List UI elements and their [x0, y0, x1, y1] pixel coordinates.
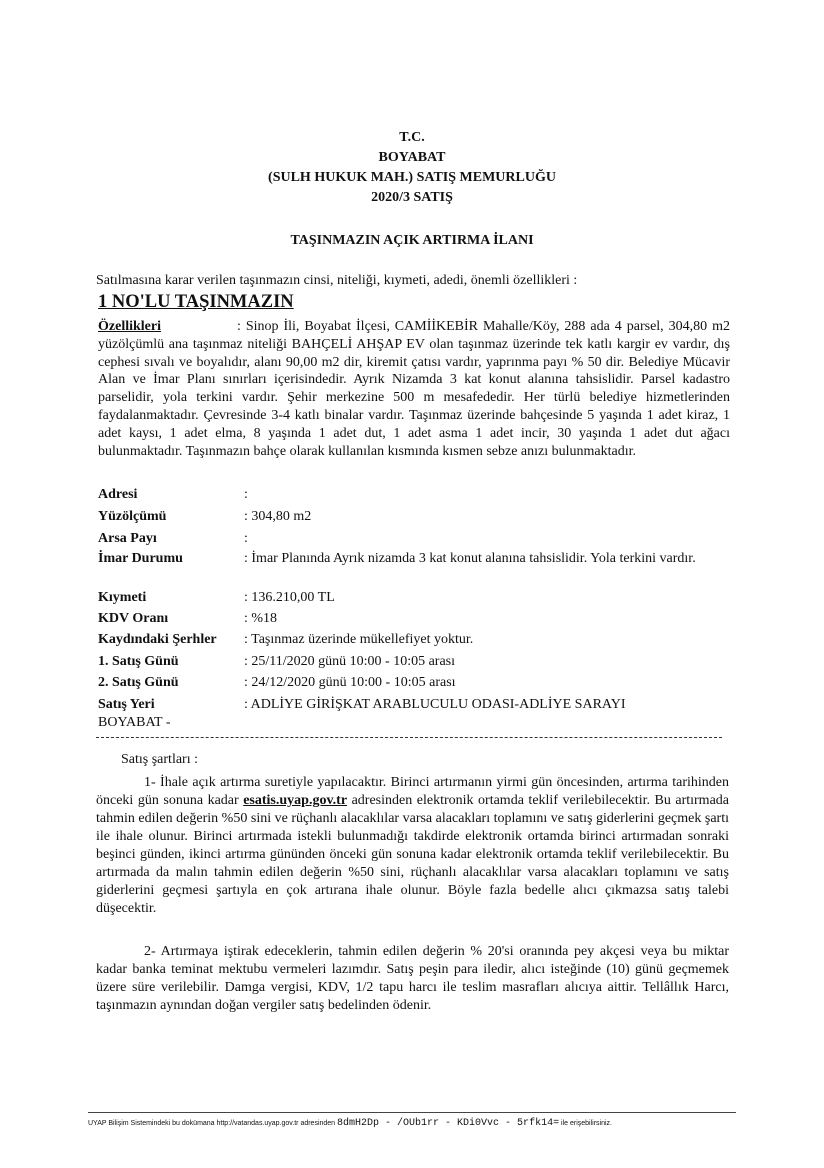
- detail-value: : İmar Planında Ayrık nizamda 3 kat konut alanına tahsislidir. Yola terkini vardır.: [244, 551, 696, 566]
- detail-label: Kıymeti: [98, 590, 147, 605]
- detail-value: : 304,80 m2: [244, 509, 312, 524]
- footer-rule: [88, 1112, 736, 1113]
- condition-2: [96, 943, 729, 1015]
- detail-value: : %18: [244, 611, 278, 626]
- header-office-name: (SULH HUKUK MAH.) SATIŞ MEMURLUĞU: [268, 170, 556, 185]
- sale-place-continuation: [98, 715, 738, 731]
- header-file-number: 2020/3 SATIŞ: [371, 190, 453, 205]
- esatis-link[interactable]: esatis.uyap.gov.tr: [243, 793, 348, 808]
- condition-1-text-a: 1- İhale açık artırma suretiyle yapılacaktır. Birinci artırmanın yirmi gün öncesinden, artırma tarihinden önceki gün sonuna kadar: [96, 775, 729, 808]
- condition-1-text-b: adresinden elektronik ortamda teklif verilebilecektir. Bu artırmada tahmin edilen değerin %50 sini ve rüçhanlı alacaklılar varsa alacakları toplamını ve satış giderlerini geçmek şartı ile ihale olunur. Birinci artırmada istekli bulunmadığı takdirde elektronik ortamda birinci artırmadan sonraki beşinci günden, ikinci artırma gününden önceki gün sonuna kadar elektronik ortamda teklif verilebilecektir. Bu artırmada da malın tahmin edilen değerin %50 sini, rüçhanlı alacaklılar varsa alacakları toplamını ve satış giderlerini geçmesi şartıyla en çok artırana ihale olunur. Böyle fazla bedelle alıcı çıkmazsa satış talebi düşecektir.: [96, 793, 730, 916]
- detail-label: Arsa Payı: [98, 531, 157, 546]
- section-title: 1 NO'LU TAŞINMAZIN: [98, 292, 294, 312]
- detail-label: İmar Durumu: [98, 551, 183, 566]
- detail-label: KDV Oranı: [98, 611, 169, 626]
- footer-prefix: UYAP Bilişim Sistemindeki bu dokümana http://vatandas.uyap.gov.tr adresinden: [88, 1120, 336, 1127]
- detail-label: 2. Satış Günü: [98, 675, 179, 690]
- detail-value: : 25/11/2020 günü 10:00 - 10:05 arası: [244, 654, 456, 669]
- features-label: Özellikleri: [98, 319, 161, 334]
- detail-label: Adresi: [98, 487, 138, 502]
- detail-value: : Taşınmaz üzerinde mükellefiyet yoktur.: [244, 632, 474, 647]
- features-block: [98, 318, 730, 460]
- condition-2-text: 2- Artırmaya iştirak edeceklerin, tahmin edilen değerin % 20'si oranında pey akçesi veya bu miktar kadar banka teminat mektubu vermeleri lazımdır. Satış peşin para iledir, alıcı isteğinde (10) günü geçmemek üzere süre verilebilir. Damga vergisi, KDV, 1/2 tapu harcı ile teslim masrafları alıcıya aittir. Tellâllık Harcı, taşınmazın aynından doğan vergiler satış bedelinden ödenir.: [96, 944, 729, 1013]
- condition-1: [96, 774, 729, 918]
- intro-text: Satılmasına karar verilen taşınmazın cinsi, niteliği, kıymeti, adedi, önemli özellikleri :: [96, 273, 578, 288]
- detail-value: : 24/12/2020 günü 10:00 - 10:05 arası: [244, 675, 456, 690]
- announcement-title: TAŞINMAZIN AÇIK ARTIRMA İLANI: [290, 233, 534, 248]
- detail-label: Kaydındaki Şerhler: [98, 632, 217, 647]
- footer-suffix: ile erişebilirsiniz.: [561, 1120, 612, 1127]
- detail-value: : 136.210,00 TL: [244, 590, 335, 605]
- sale-place-cont-text: BOYABAT -: [98, 715, 171, 730]
- conditions-title: Satış şartları :: [121, 752, 198, 767]
- header-office-city: BOYABAT: [378, 150, 446, 165]
- detail-label: Yüzölçümü: [98, 509, 167, 524]
- footer: [88, 1118, 736, 1129]
- features-text: : Sinop İli, Boyabat İlçesi, CAMİİKEBİR Mahalle/Köy, 288 ada 4 parsel, 304,80 m2 yüzölçümlü ana taşınmaz niteliği BAHÇELİ AHŞAP EV olan taşınmaz üzerinde tek katlı kargir ev vardır, dış cephesi sıvalı ve boyalıdır, alanı 90,00 m2 dir, kiremit çatısı vardır, yaprınma payı % 50 dir. Belediye Mücavir Alan ve İmar Planı sınırları içerisindedir. Ayrık Nizamda 3 kat konut alanına tahsislidir. Parsel kadastro parselidir, yola terkini vardır. Şehir merkezine 500 m mesafededir. Her türlü belediye hizmetlerinden faydalanmaktadır. Çevresinde 3-4 katlı binalar vardır. Taşınmaz üzerinde bahçesinde 5 yaşında 1 adet kiraz, 1 adet kaysı, 1 adet elma, 8 yaşında 1 adet dut, 1 adet asma 1 adet incir, 30 yaşında 1 adet dut ağacı bulunmaktadır. Taşınmazın bahçe olarak kullanılan kısmında kısmen sebze anızı bulunmaktadır.: [98, 319, 730, 459]
- detail-value: :: [244, 487, 248, 502]
- footer-verification-code: 8dmH2Dp - /OUb1rr - KDi0Vvc - 5rfk14=: [337, 1118, 560, 1129]
- header-tc: T.C.: [399, 130, 425, 145]
- detail-value: : ADLİYE GİRİŞKAT ARABLUCULU ODASI-ADLİYE SARAYI: [244, 697, 626, 712]
- detail-label: 1. Satış Günü: [98, 654, 179, 669]
- dashed-separator: [96, 737, 722, 738]
- detail-label: Satış Yeri: [98, 697, 155, 712]
- detail-value: :: [244, 531, 248, 546]
